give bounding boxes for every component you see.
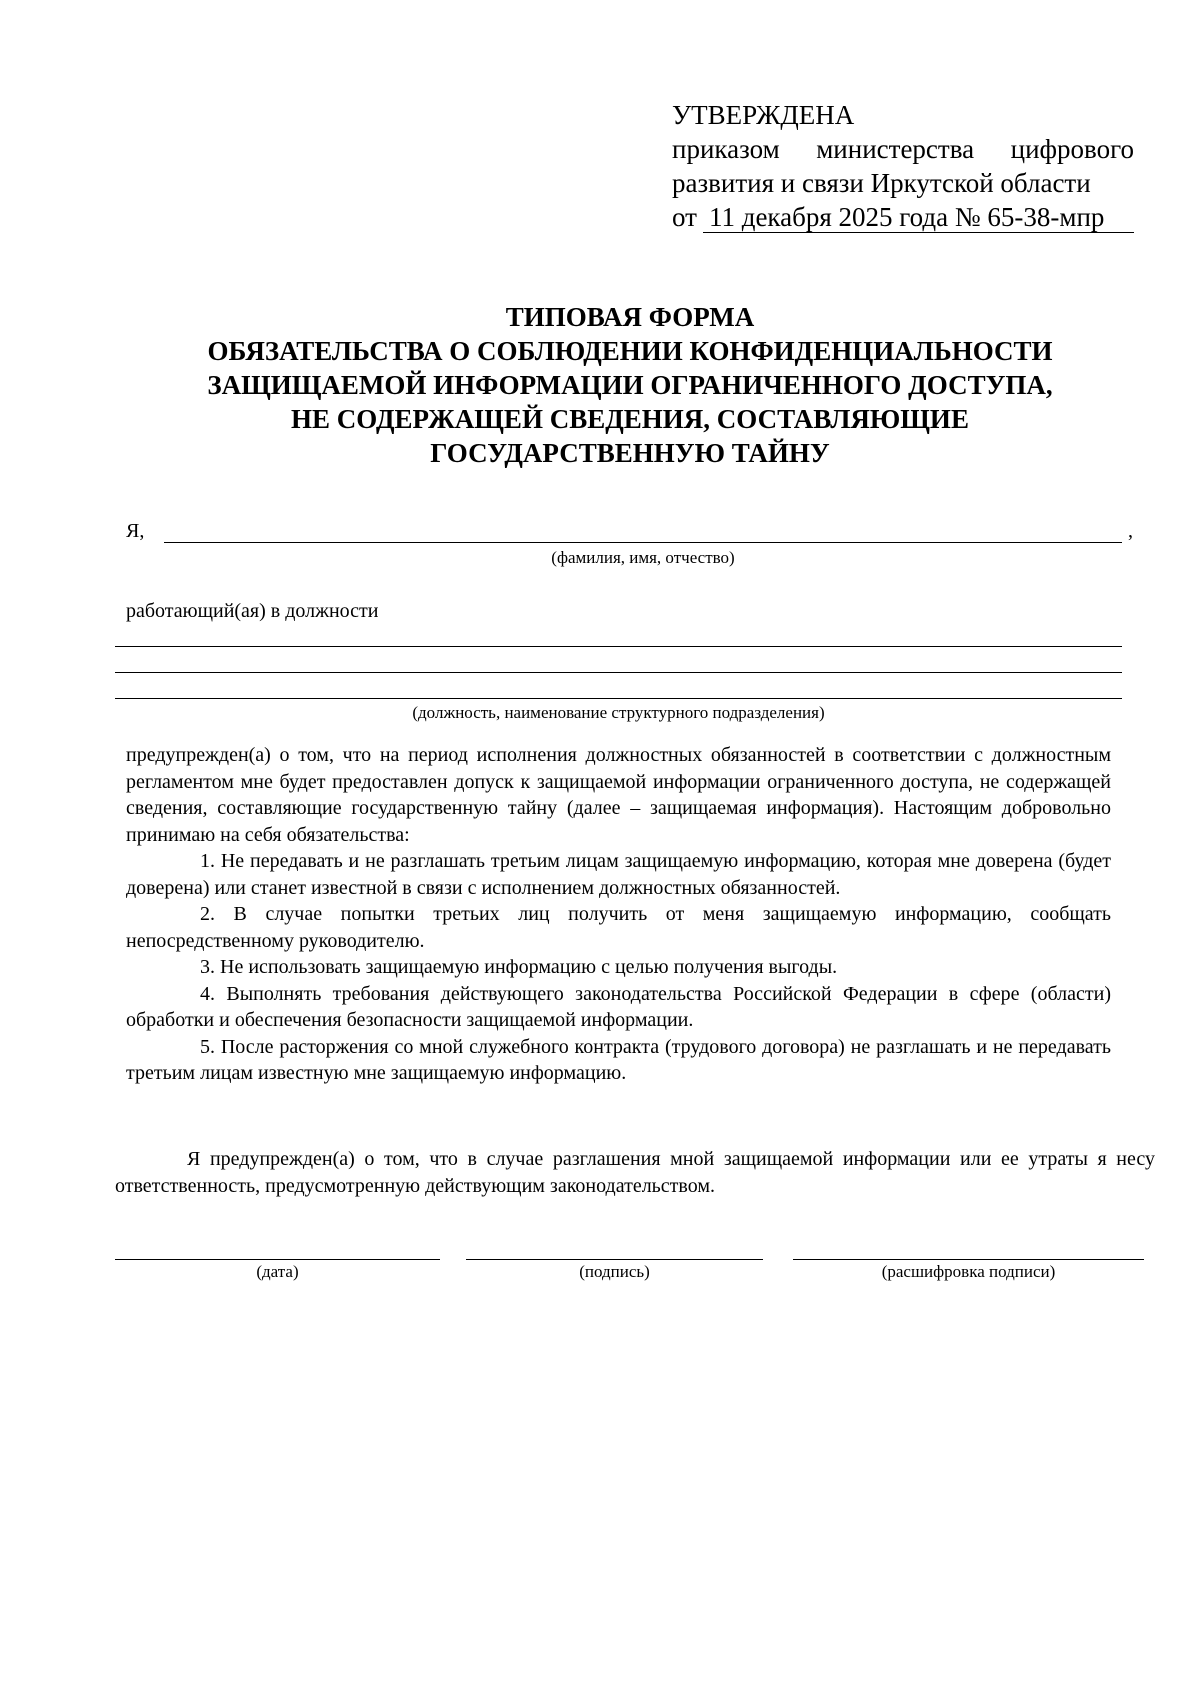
approval-line-2: развития и связи Иркутской области [672, 168, 1091, 198]
title-line-2: ОБЯЗАТЕЛЬСТВА О СОБЛЮДЕНИИ КОНФИДЕНЦИАЛЬНОСТИ [207, 336, 1053, 366]
approval-block [672, 98, 1134, 234]
signature-input-line[interactable] [466, 1259, 763, 1260]
obligation-item-4: 4. Выполнять требования действующего законодательства Российской Федерации в сфере (области) обработки и обеспечения безопасности защищаемой информации. [126, 982, 1111, 1031]
signature-caption: (подпись) [579, 1262, 650, 1281]
approval-order-value: 11 декабря 2025 года № 65-38-мпр [703, 202, 1134, 233]
warning-paragraph: Я предупрежден(а) о том, что в случае разглашения мной защищаемой информации или ее утраты я несу ответственность, предусмотренную действующим законодательством. [115, 1148, 1155, 1197]
obligation-item-1: 1. Не передавать и не разглашать третьим лицам защищаемую информацию, которая мне доверена (будет доверена) или станет известной в связи с исполнением должностных обязанностей. [126, 850, 1111, 899]
title-line-3: ЗАЩИЩАЕМОЙ ИНФОРМАЦИИ ОГРАНИЧЕННОГО ДОСТУПА, [207, 370, 1053, 400]
position-input-line-3[interactable] [115, 698, 1122, 699]
obligation-item-2: 2. В случае попытки третьих лиц получить от меня защищаемую информацию, сообщать непосредственному руководителю. [126, 903, 1111, 952]
name-input-line[interactable] [164, 542, 1122, 543]
obligation-item-3: 3. Не использовать защищаемую информацию с целью получения выгоды. [200, 956, 838, 978]
obligation-item-5: 5. После расторжения со мной служебного контракта (трудового договора) не разглашать и не передавать третьим лицам известную мне защищаемую информацию. [126, 1035, 1111, 1084]
date-caption: (дата) [256, 1262, 299, 1281]
approval-order-prefix: от [672, 202, 697, 232]
position-label: работающий(ая) в должности [126, 600, 379, 622]
approval-heading: УТВЕРЖДЕНА [672, 100, 855, 130]
position-caption: (должность, наименование структурного подразделения) [412, 703, 825, 722]
name-prefix: Я, [126, 520, 145, 542]
document-title [100, 300, 1160, 470]
obligation-text [126, 742, 1111, 1087]
responsibility-warning [115, 1146, 1155, 1199]
title-line-4: НЕ СОДЕРЖАЩЕЙ СВЕДЕНИЯ, СОСТАВЛЯЮЩИЕ [291, 404, 969, 434]
obligation-intro: предупрежден(а) о том, что на период исполнения должностных обязанностей в соответствии с должностным регламентом мне будет предоставлен допуск к защищаемой информации ограниченного доступа, не содержащей сведения, составляющие государственную тайну (далее – защищаемая информация). Настоящим добровольно принимаю на себя обязательства: [126, 744, 1111, 846]
date-input-line[interactable] [115, 1259, 440, 1260]
position-input-line-2[interactable] [115, 672, 1122, 673]
title-line-5: ГОСУДАРСТВЕННУЮ ТАЙНУ [430, 438, 830, 468]
position-input-line-1[interactable] [115, 646, 1122, 647]
name-field-row [126, 520, 1136, 550]
title-line-1: ТИПОВАЯ ФОРМА [505, 302, 755, 332]
signature-decoding-input-line[interactable] [793, 1259, 1144, 1260]
approval-order-line [672, 200, 1134, 234]
approval-line-1: приказом министерства цифрового [672, 134, 1134, 164]
name-caption: (фамилия, имя, отчество) [551, 548, 735, 567]
signature-decoding-caption: (расшифровка подписи) [881, 1262, 1056, 1281]
name-suffix: , [1128, 520, 1133, 542]
